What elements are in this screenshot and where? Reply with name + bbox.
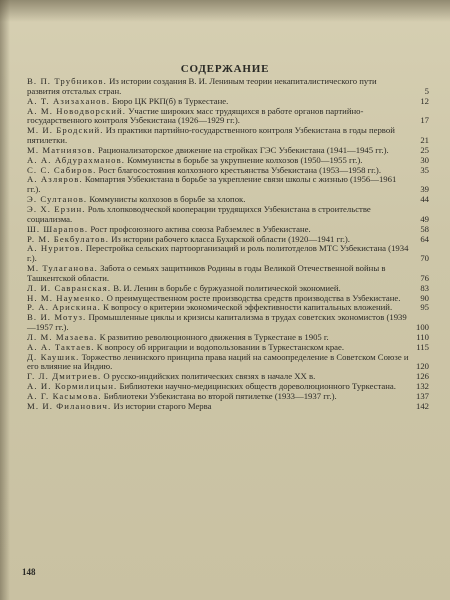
entry-title: О преимущественном росте производства средств производства в Узбекистане.: [106, 292, 401, 303]
entry-page-number: 120: [415, 361, 429, 372]
entry-author: А. А. Тактаев.: [27, 341, 95, 352]
entry-page-number: 39: [420, 184, 429, 195]
entry-title: Рационализаторское движение на стройках ГЭС Узбекистана (1941—1945 гг.).: [98, 144, 389, 155]
entry-title: К вопросу об ирригации и водопользовании в Туркестанском крае.: [96, 341, 345, 352]
entry-author: Ш. Шарапов.: [27, 223, 89, 234]
contents-entry: [27, 175, 429, 195]
entry-page-number: 115: [416, 341, 429, 352]
contents-entry: [27, 205, 429, 225]
entry-page-number: 142: [415, 400, 429, 411]
entry-author: А. Г. Касымова.: [27, 391, 102, 401]
entry-title: Рост благосостояния колхозного крестьянства Узбекистана (1953—1958 гг.).: [98, 164, 382, 175]
entry-title: Библиотеки научно-медицинских обществ дореволюционного Туркестана.: [119, 381, 396, 392]
entry-title: Библиотеки Узбекистана во второй пятилетке (1933—1937 гг.).: [103, 391, 337, 401]
entry-title: Участие широких масс трудящихся в работе органов партийно-государственного контроля Узбекистана (1926—1929 гг.).: [27, 105, 364, 126]
entry-page-number: 137: [415, 391, 429, 401]
contents-list: [27, 77, 429, 412]
entry-author: А. М. Новодворский.: [27, 105, 127, 116]
entry-page-number: 17: [420, 115, 429, 126]
page-title: СОДЕРЖАНИЕ: [180, 63, 270, 75]
entry-author: А. Т. Азизаханов.: [27, 95, 111, 106]
entry-title: Роль хлопководческой кооперации трудящихся Узбекистана в строительстве социализма.: [27, 203, 371, 224]
entry-title: Из истории старого Мерва: [113, 400, 212, 411]
contents-entry: [27, 107, 429, 127]
entry-author: Н. М. Науменко.: [27, 292, 105, 303]
entry-author: Г. Л. Дмитриев.: [27, 371, 102, 382]
entry-page-number: 110: [416, 331, 429, 342]
entry-author: Р. А. Арискина.: [27, 302, 101, 313]
entry-author: М. И. Филанович.: [27, 400, 112, 411]
entry-title: Коммунисты в борьбе за укрупнение колхозов (1950—1955 гг.).: [127, 154, 363, 165]
entry-author: В. И. Мотуз.: [27, 312, 87, 323]
entry-page-number: 126: [415, 371, 429, 382]
entry-author: А. Азляров.: [27, 174, 83, 185]
entry-title: О русско-индийских политических связях в начале XX в.: [103, 371, 316, 382]
entry-page-number: 100: [415, 322, 429, 333]
entry-author: В. П. Трубников.: [27, 76, 107, 86]
contents-entry: [27, 264, 429, 284]
entry-title: В. И. Ленин в борьбе с буржуазной политической экономией.: [113, 282, 341, 293]
entry-page-number: 95: [420, 302, 429, 313]
entry-title: Забота о семьях защитников Родины в годы Великой Отечественной войны в Ташкентской области.: [27, 263, 386, 283]
entry-title: Рост профсоюзного актива союза Рабземлес в Узбекистане.: [90, 223, 311, 234]
entry-author: Л. М. Мазаева.: [27, 331, 98, 342]
entry-page-number: 58: [420, 223, 429, 234]
page-shadow-left: [0, 0, 10, 600]
contents-entry: [27, 244, 429, 264]
entry-page-number: 35: [420, 164, 429, 175]
entry-page-number: 25: [420, 144, 429, 155]
entry-page-number: 21: [420, 135, 429, 146]
entry-title: Компартия Узбекистана в борьбе за укрепление связи школы с жизнью (1956—1961 гг.).: [27, 174, 397, 195]
page-number: 148: [22, 567, 36, 577]
entry-author: М. И. Бродский.: [27, 125, 104, 136]
contents-entry: [27, 77, 429, 97]
entry-page-number: 44: [420, 194, 429, 205]
entry-title: Из истории создания В. И. Лениным теории некапиталистического пути развития отсталых стран.: [27, 76, 377, 96]
entry-title: Коммунисты колхозов в борьбе за хлопок.: [89, 194, 246, 205]
contents-entry: [27, 313, 429, 333]
entry-title: К вопросу о критерии экономической эффективности капитальных вложений.: [103, 302, 393, 313]
entry-title: К развитию революционного движения в Туркестане в 1905 г.: [99, 331, 329, 342]
entry-title: Из истории рабочего класса Бухарской области (1920—1941 гг.).: [111, 233, 350, 244]
entry-title: Промышленные циклы и кризисы капитализма в трудах советских экономистов (1939—1957 гг.).: [27, 312, 407, 333]
entry-author: М. Тулаганова.: [27, 263, 98, 274]
entry-page-number: 83: [420, 282, 429, 293]
entry-page-number: 76: [420, 272, 429, 283]
contents-entry: [27, 353, 429, 373]
entry-author: А. А. Абдурахманов.: [27, 154, 126, 165]
entry-title: Торжество ленинского принципа права наций на самоопределение в Советском Союзе и его влияние на Индию.: [27, 351, 409, 372]
entry-author: Л. И. Савранская.: [27, 282, 112, 293]
entry-page-number: 5: [424, 85, 429, 96]
entry-author: Д. Каушик.: [27, 351, 80, 362]
entry-page-number: 30: [420, 154, 429, 165]
entry-page-number: 12: [420, 95, 429, 106]
entry-author: Э. Султанов.: [27, 194, 88, 205]
entry-page-number: 64: [420, 233, 429, 244]
entry-author: Р. М. Бекбулатов.: [27, 233, 110, 244]
entry-page-number: 132: [415, 381, 429, 392]
entry-title: Перестройка сельских партоорганизаций и роль политотделов МТС Узбекистана (1934 г.).: [27, 243, 409, 264]
entry-page-number: 70: [420, 253, 429, 264]
entry-title: Бюро ЦК РКП(б) в Туркестане.: [112, 95, 229, 106]
entry-author: С. С. Сабиров.: [27, 164, 97, 175]
contents-entry: [27, 126, 429, 146]
entry-author: А. И. Кормилицын.: [27, 381, 118, 392]
entry-author: Э. Х. Ерзин.: [27, 203, 86, 214]
entry-author: А. Нуритов.: [27, 243, 84, 254]
entry-page-number: 49: [420, 213, 429, 224]
entry-author: М. Матниязов.: [27, 144, 96, 155]
page-shadow-top: [0, 0, 450, 22]
contents-entry: [27, 402, 429, 412]
entry-page-number: 90: [420, 292, 429, 303]
entry-title: Из практики партийно-государственного контроля Узбекистана в годы первой пятилетки.: [27, 125, 395, 146]
